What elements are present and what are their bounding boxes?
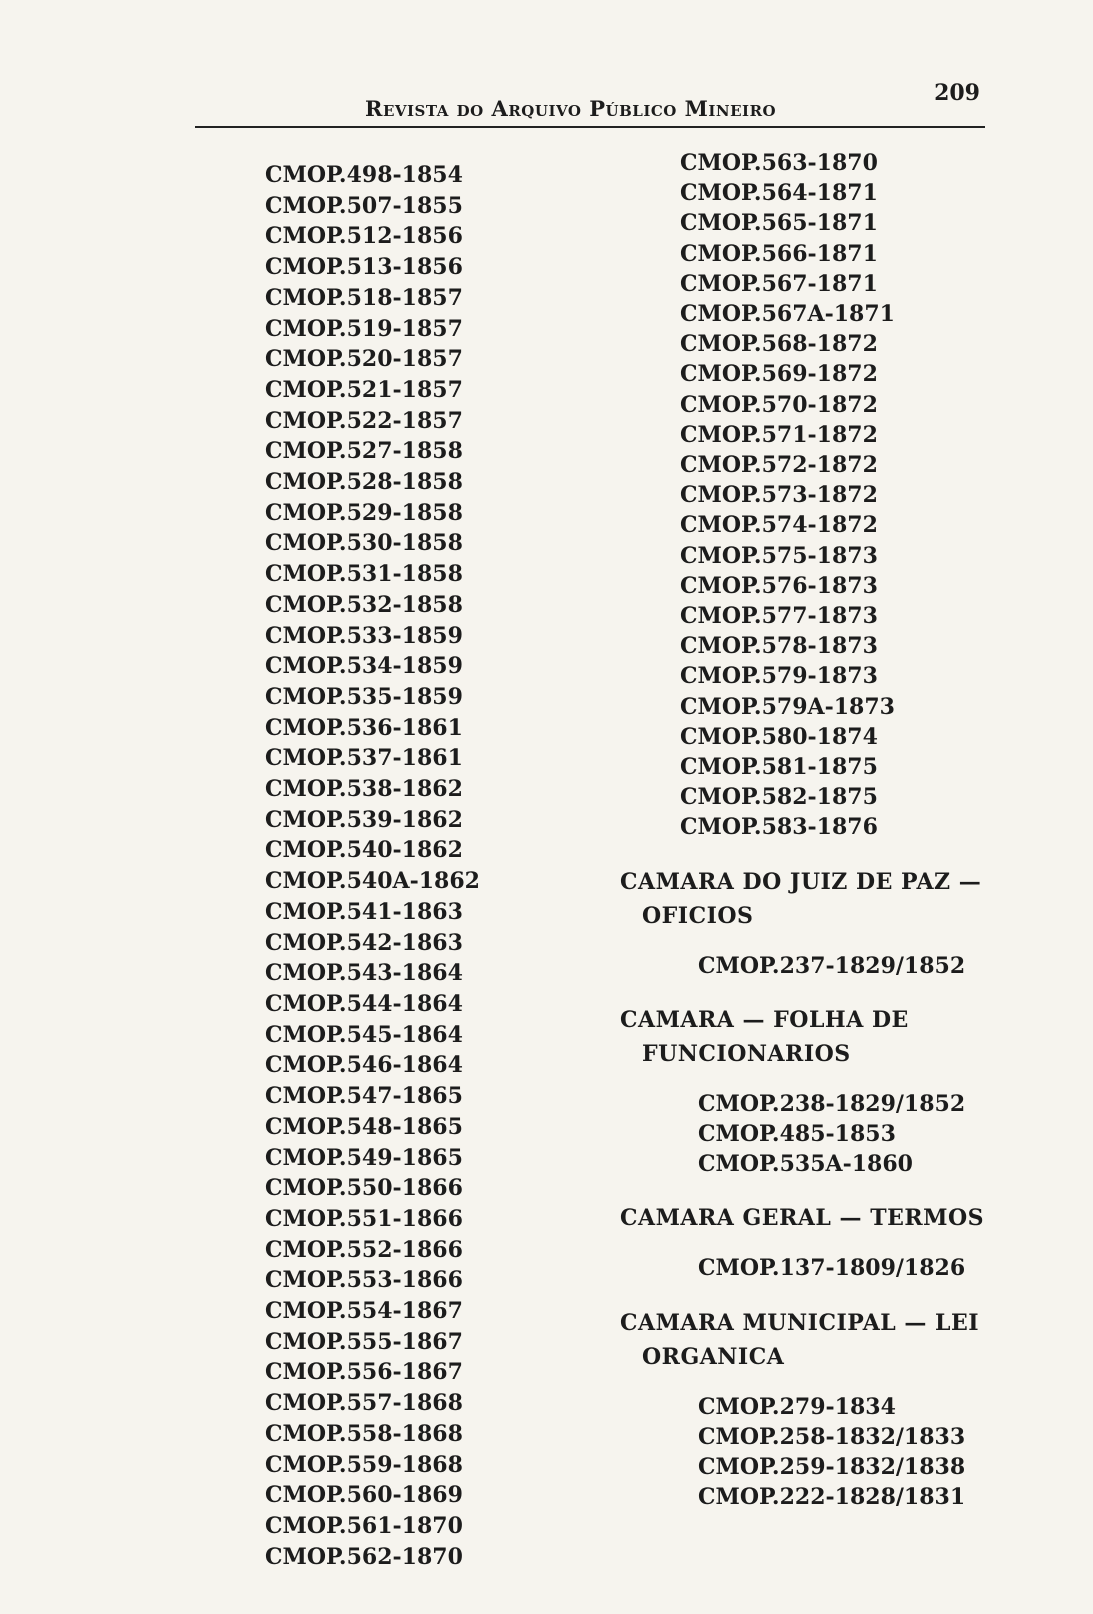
code-entry: CMOP.565-1871: [680, 210, 878, 237]
code-entry: CMOP.576-1873: [680, 572, 878, 599]
code-entry: CMOP.579-1873: [680, 663, 878, 690]
code-entry: CMOP.563-1870: [680, 150, 878, 176]
code-entry: CMOP.540A-1862: [265, 868, 480, 895]
code-entry: CMOP.567A-1871: [680, 301, 895, 328]
code-entry: CMOP.550-1866: [265, 1175, 463, 1202]
code-entry: CMOP.279-1834: [698, 1393, 896, 1420]
section-code-list: [698, 1392, 1020, 1513]
code-entry: CMOP.560-1869: [265, 1482, 463, 1509]
code-entry: CMOP.540-1862: [265, 837, 463, 864]
code-entry: CMOP.582-1875: [680, 784, 878, 811]
code-entry: CMOP.558-1868: [265, 1420, 463, 1447]
code-entry: CMOP.548-1865: [265, 1113, 463, 1140]
code-entry: CMOP.547-1865: [265, 1083, 463, 1110]
code-entry: CMOP.541-1863: [265, 898, 463, 925]
code-entry: CMOP.551-1866: [265, 1205, 463, 1232]
code-entry: CMOP.562-1870: [265, 1543, 463, 1570]
code-entry: CMOP.568-1872: [680, 331, 878, 358]
code-entry: CMOP.498-1854: [265, 162, 463, 188]
code-entry: CMOP.532-1858: [265, 591, 463, 618]
index-section: [620, 1306, 1020, 1513]
section-container: [620, 865, 1020, 1513]
code-entry: CMOP.533-1859: [265, 622, 463, 649]
code-entry: CMOP.536-1861: [265, 714, 463, 741]
section-heading: CAMARA GERAL — TERMOS: [620, 1205, 985, 1232]
code-entry: CMOP.539-1862: [265, 806, 463, 833]
code-entry: CMOP.259-1832/1838: [698, 1454, 966, 1481]
left-column-code-list: [265, 160, 525, 1572]
code-entry: CMOP.555-1867: [265, 1328, 463, 1355]
code-entry: CMOP.535A-1860: [698, 1151, 913, 1178]
code-entry: CMOP.534-1859: [265, 653, 463, 680]
index-section: [620, 1003, 1020, 1180]
code-entry: CMOP.544-1864: [265, 990, 463, 1017]
header-rule: [195, 126, 985, 128]
code-entry: CMOP.537-1861: [265, 745, 463, 772]
code-entry: CMOP.567-1871: [680, 270, 878, 297]
code-entry: CMOP.570-1872: [680, 391, 878, 418]
code-entry: CMOP.581-1875: [680, 754, 878, 781]
code-entry: CMOP.571-1872: [680, 421, 878, 448]
code-entry: CMOP.518-1857: [265, 284, 463, 311]
code-entry: CMOP.538-1862: [265, 776, 463, 803]
code-entry: CMOP.238-1829/1852: [698, 1090, 966, 1117]
code-entry: CMOP.574-1872: [680, 512, 878, 539]
code-entry: CMOP.579A-1873: [680, 693, 895, 720]
code-entry: CMOP.577-1873: [680, 603, 878, 630]
code-entry: CMOP.546-1864: [265, 1052, 463, 1079]
code-entry: CMOP.583-1876: [680, 814, 878, 841]
code-entry: CMOP.528-1858: [265, 469, 463, 496]
index-section: [620, 1201, 1020, 1283]
code-entry: CMOP.557-1868: [265, 1390, 463, 1417]
code-entry: CMOP.573-1872: [680, 482, 878, 509]
code-entry: CMOP.258-1832/1833: [698, 1423, 966, 1450]
right-column-code-list: [680, 148, 1020, 843]
code-entry: CMOP.512-1856: [265, 223, 463, 250]
code-entry: CMOP.222-1828/1831: [698, 1484, 966, 1511]
section-code-list: [698, 951, 1020, 981]
code-entry: CMOP.530-1858: [265, 530, 463, 557]
code-entry: CMOP.542-1863: [265, 929, 463, 956]
section-heading: CAMARA DO JUIZ DE PAZ — OFICIOS: [620, 868, 982, 929]
code-entry: CMOP.578-1873: [680, 633, 878, 660]
code-entry: CMOP.535-1859: [265, 683, 463, 710]
code-entry: CMOP.556-1867: [265, 1359, 463, 1386]
code-entry: CMOP.564-1871: [680, 180, 878, 207]
page-number: 209: [934, 80, 980, 106]
running-title: Revista do Arquivo Público Mineiro: [365, 96, 777, 121]
code-entry: CMOP.519-1857: [265, 315, 463, 342]
code-entry: CMOP.575-1873: [680, 542, 878, 569]
section-code-list: [698, 1253, 1020, 1283]
code-entry: CMOP.569-1872: [680, 361, 878, 388]
code-entry: CMOP.507-1855: [265, 192, 463, 219]
code-entry: CMOP.554-1867: [265, 1298, 463, 1325]
section-code-list: [698, 1089, 1020, 1180]
code-entry: CMOP.553-1866: [265, 1267, 463, 1294]
section-heading: CAMARA — FOLHA DE FUNCIONARIOS: [620, 1006, 909, 1067]
code-entry: CMOP.559-1868: [265, 1451, 463, 1478]
code-entry: CMOP.529-1858: [265, 499, 463, 526]
code-entry: CMOP.521-1857: [265, 376, 463, 403]
code-entry: CMOP.531-1858: [265, 561, 463, 588]
page-header: [195, 76, 990, 132]
code-entry: CMOP.580-1874: [680, 723, 878, 750]
code-entry: CMOP.513-1856: [265, 254, 463, 281]
code-entry: CMOP.545-1864: [265, 1021, 463, 1048]
code-entry: CMOP.552-1866: [265, 1236, 463, 1263]
code-entry: CMOP.527-1858: [265, 438, 463, 465]
code-entry: CMOP.485-1853: [698, 1121, 896, 1148]
index-section: [620, 865, 1020, 981]
code-entry: CMOP.566-1871: [680, 240, 878, 267]
code-entry: CMOP.543-1864: [265, 960, 463, 987]
code-entry: CMOP.572-1872: [680, 452, 878, 479]
code-entry: CMOP.549-1865: [265, 1144, 463, 1171]
code-entry: CMOP.520-1857: [265, 346, 463, 373]
section-heading: CAMARA MUNICIPAL — LEI ORGANICA: [620, 1309, 980, 1370]
right-column: [620, 148, 1020, 1513]
code-entry: CMOP.137-1809/1826: [698, 1255, 966, 1282]
code-entry: CMOP.522-1857: [265, 407, 463, 434]
code-entry: CMOP.561-1870: [265, 1512, 463, 1539]
code-entry: CMOP.237-1829/1852: [698, 952, 966, 979]
